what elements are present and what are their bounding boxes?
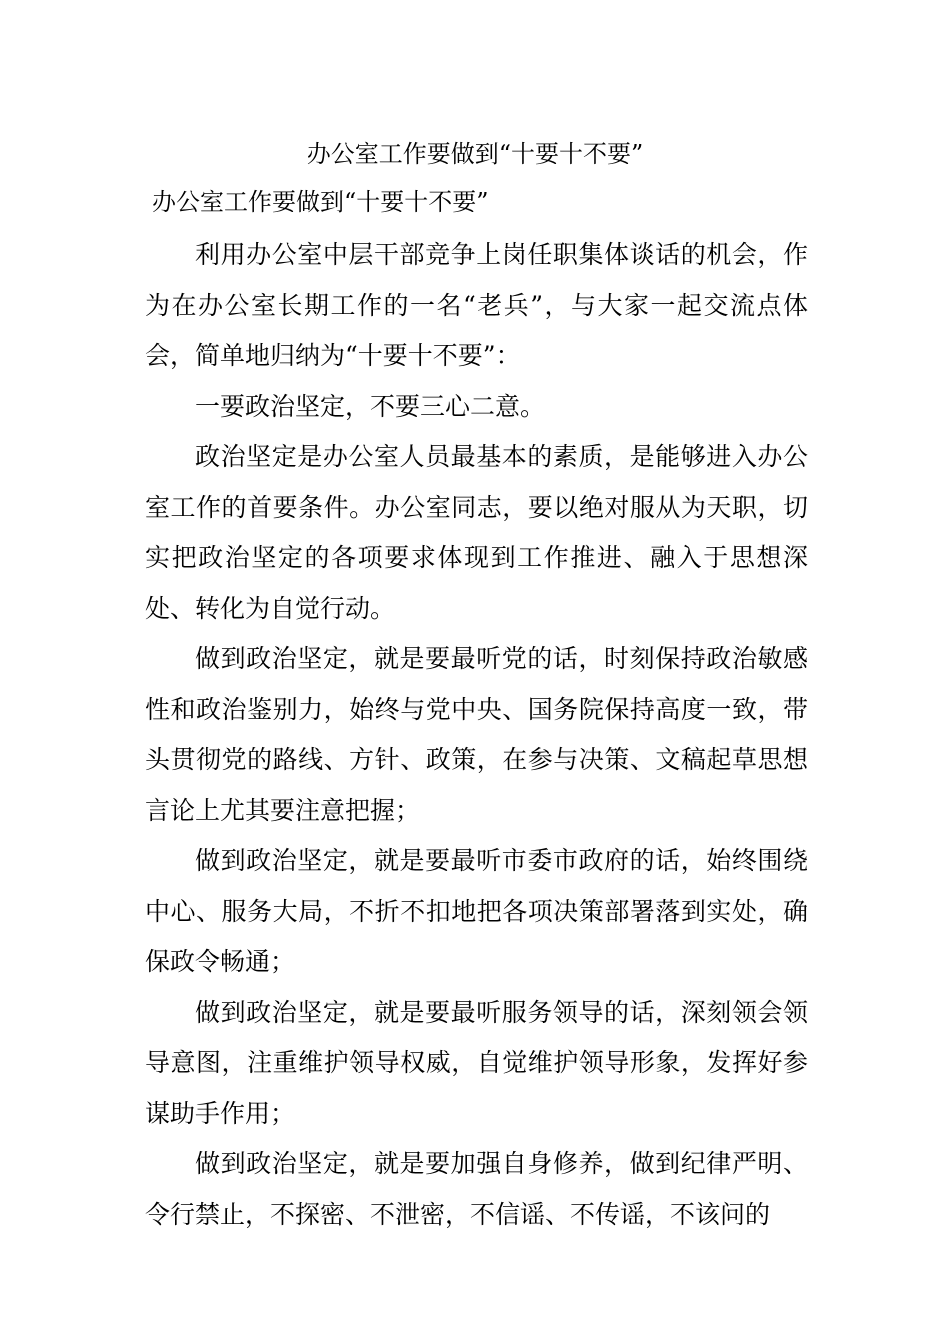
document-title: 办公室工作要做到“十要十不要”	[306, 140, 644, 168]
section-heading: 一要政治坚定，不要三心二意。	[195, 391, 546, 421]
document-body	[145, 230, 808, 1240]
paragraph: 做到政治坚定，就是要最听市委市政府的话，始终围绕中心、服务大局，不折不扣地把各项决策部署落到实处，确保政令畅通；	[145, 846, 808, 976]
paragraph: 做到政治坚定，就是要最听服务领导的话，深刻领会领导意图，注重维护领导权威，自觉维护领导形象，发挥好参谋助手作用；	[145, 997, 808, 1128]
paragraph: 利用办公室中层干部竞争上岗任职集体谈话的机会，作为在办公室长期工作的一名“老兵”，与大家一起交流点体会，简单地归纳为“十要十不要”：	[145, 240, 808, 370]
paragraph: 做到政治坚定，就是要最听党的话，时刻保持政治敏感性和政治鉴别力，始终与党中央、国务院保持高度一致，带头贯彻党的路线、方针、政策，在参与决策、文稿起草思想言论上尤其要注意把握；	[145, 644, 808, 825]
paragraph: 做到政治坚定，就是要加强自身修养，做到纪律严明、令行禁止，不探密、不泄密，不信谣、不传谣，不该问的	[145, 1149, 808, 1229]
paragraph: 政治坚定是办公室人员最基本的素质，是能够进入办公室工作的首要条件。办公室同志，要以绝对服从为天职，切实把政治坚定的各项要求体现到工作推进、融入于思想深处、转化为自觉行动。	[145, 442, 808, 623]
document-subtitle: 办公室工作要做到“十要十不要”	[152, 188, 489, 216]
